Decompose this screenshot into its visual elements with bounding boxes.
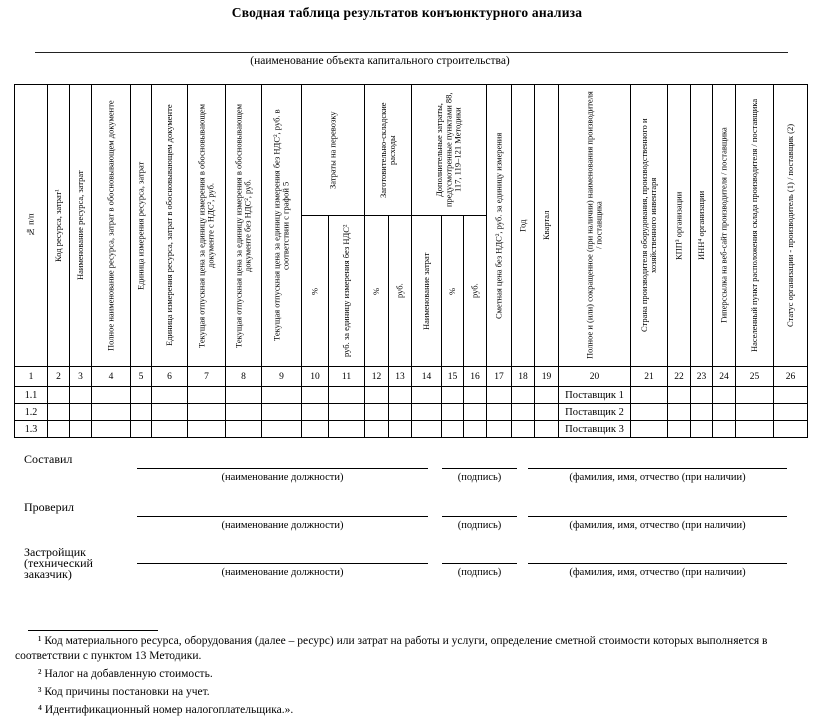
- column-header-13-label: руб.: [394, 283, 405, 299]
- column-header-17: [487, 85, 512, 367]
- column-header-22: [668, 85, 691, 367]
- cell: [668, 404, 691, 421]
- position-signature-line: [137, 516, 428, 531]
- column-header-6-label: Единица измерения ресурса, затрат в обосновывающем документе: [163, 104, 174, 347]
- cell: [262, 387, 302, 404]
- column-header-21-label: Страна производителя оборудования, производственного и хозяйственного инвентаря: [638, 118, 658, 333]
- cell: [691, 421, 713, 438]
- column-number-21: 21: [631, 367, 668, 387]
- cell: [412, 421, 442, 438]
- column-header-23: [691, 85, 713, 367]
- column-header-8-label: Текущая отпускная цена за единицу измерения в обосновывающем документе без НДС², руб.: [233, 103, 253, 348]
- footnote-1: ¹ Код материального ресурса, оборудования (далее – ресурс) или затрат на работы и услуги, определение сметной стоимости которых выполняется в соответствии с пунктом 13 Методики.: [15, 635, 768, 662]
- column-number-2: 2: [48, 367, 70, 387]
- cell: [736, 387, 774, 404]
- cell: [512, 421, 535, 438]
- footnote-4: ⁴ Идентификационный номер налогоплательщика.».: [38, 704, 294, 716]
- column-number-18: 18: [512, 367, 535, 387]
- column-header-23-label: ИНН⁴ организации: [695, 190, 706, 261]
- column-group-3-label: Дополнительные затраты, предусмотренные пунктами 88, 117, 119–121 Методики: [434, 92, 463, 208]
- signature-row-checked: [0, 500, 814, 531]
- position-caption: (наименование должности): [221, 472, 344, 483]
- column-header-9: [262, 85, 302, 367]
- column-number-10: 10: [302, 367, 329, 387]
- cell: [691, 404, 713, 421]
- cell: [92, 387, 131, 404]
- cell: [131, 421, 152, 438]
- cell: [442, 387, 464, 404]
- cell: [713, 387, 736, 404]
- column-number-24: 24: [713, 367, 736, 387]
- column-header-18: [512, 85, 535, 367]
- cell: [464, 387, 487, 404]
- column-header-16-label: руб.: [469, 283, 480, 299]
- cell: [631, 421, 668, 438]
- signature-role-label: Проверил: [24, 500, 74, 514]
- cell: [535, 387, 559, 404]
- cell: [774, 387, 808, 404]
- cell: [188, 387, 226, 404]
- column-header-8: [226, 85, 262, 367]
- cell: [48, 421, 70, 438]
- object-name-caption: (наименование объекта капитального строительства): [250, 55, 510, 67]
- position-signature-line: [137, 468, 428, 483]
- supplier-name: Поставщик 2: [559, 404, 631, 421]
- column-number-20: 20: [559, 367, 631, 387]
- column-header-7-label: Текущая отпускная цена за единицу измерения в обосновывающем документе с НДС², руб.: [196, 103, 216, 348]
- column-number-4: 4: [92, 367, 131, 387]
- supplier-name: Поставщик 1: [559, 387, 631, 404]
- column-header-14-label: Наименование затрат: [420, 252, 431, 330]
- sign-signature-line: [442, 468, 517, 483]
- column-group-2-label: Заготовительно-складские расходы: [377, 102, 397, 198]
- cell: [226, 421, 262, 438]
- column-header-26: [774, 85, 808, 367]
- cell: [668, 387, 691, 404]
- column-header-9-label: Текущая отпускная цена за единицу измерения без НДС², руб. в соответствии с графой 5: [271, 109, 291, 342]
- cell: [631, 404, 668, 421]
- column-header-25: [736, 85, 774, 367]
- column-header-3: [70, 85, 92, 367]
- cell: [389, 404, 412, 421]
- cell: [302, 387, 329, 404]
- cell: [736, 421, 774, 438]
- cell: [464, 421, 487, 438]
- column-number-22: 22: [668, 367, 691, 387]
- row-number: 1.3: [15, 421, 48, 438]
- row-number: 1.2: [15, 404, 48, 421]
- column-header-19: [535, 85, 559, 367]
- cell: [262, 404, 302, 421]
- column-header-20-label: Полное и (или) сокращенное (при наличии) наименования производителя / поставщика: [584, 91, 604, 360]
- page-title: Сводная таблица результатов конъюнктурного анализа: [231, 5, 583, 20]
- column-number-19: 19: [535, 367, 559, 387]
- cell: [464, 404, 487, 421]
- column-header-17-label: Сметная цена без НДС², руб. за единицу измерения: [493, 132, 504, 319]
- column-number-16: 16: [464, 367, 487, 387]
- position-caption: (наименование должности): [221, 520, 344, 531]
- cell: [512, 404, 535, 421]
- column-number-17: 17: [487, 367, 512, 387]
- column-header-18-label: Год: [517, 219, 528, 232]
- cell: [131, 404, 152, 421]
- column-number-7: 7: [188, 367, 226, 387]
- name-signature-line: [528, 516, 787, 531]
- position-signature-line: [137, 563, 428, 578]
- cell: [48, 404, 70, 421]
- column-header-13: [389, 216, 412, 367]
- object-name-line: [35, 52, 788, 53]
- column-header-10-label: %: [309, 287, 320, 295]
- column-header-5-label: Единица измерения ресурса, затрат: [135, 161, 146, 290]
- cell: [92, 421, 131, 438]
- cell: [736, 404, 774, 421]
- column-number-13: 13: [389, 367, 412, 387]
- cell: [774, 421, 808, 438]
- column-header-11: [329, 216, 365, 367]
- table-row: [15, 387, 808, 404]
- cell: [329, 404, 365, 421]
- sign-caption: (подпись): [457, 520, 502, 531]
- column-header-20: [559, 85, 631, 367]
- column-header-4-label: Полное наименование ресурса, затрат в обосновывающем документе: [105, 100, 116, 351]
- column-header-12-label: %: [370, 287, 381, 295]
- cell: [442, 404, 464, 421]
- column-number-11: 11: [329, 367, 365, 387]
- sign-signature-line: [442, 563, 517, 578]
- column-header-24-label: Гиперссылка на веб-сайт производителя / поставщика: [718, 127, 729, 324]
- position-caption: (наименование должности): [221, 567, 344, 578]
- footnote-3: ³ Код причины постановки на учет.: [38, 686, 210, 698]
- cell: [512, 387, 535, 404]
- column-header-14: [412, 216, 442, 367]
- column-header-1: [15, 85, 48, 367]
- analysis-table: [14, 84, 808, 438]
- column-number-14: 14: [412, 367, 442, 387]
- column-header-6: [152, 85, 188, 367]
- column-header-15: [442, 216, 464, 367]
- cell: [412, 404, 442, 421]
- column-number-5: 5: [131, 367, 152, 387]
- column-header-15-label: %: [446, 287, 457, 295]
- footnote-2: ² Налог на добавленную стоимость.: [38, 668, 213, 680]
- cell: [631, 387, 668, 404]
- cell: [389, 387, 412, 404]
- column-header-1-label: № п/п: [25, 213, 36, 238]
- cell: [535, 404, 559, 421]
- column-header-2: [48, 85, 70, 367]
- column-header-24: [713, 85, 736, 367]
- column-number-1: 1: [15, 367, 48, 387]
- cell: [365, 404, 389, 421]
- cell: [302, 421, 329, 438]
- sign-caption: (подпись): [457, 472, 502, 483]
- table-row: [15, 421, 808, 438]
- cell: [487, 404, 512, 421]
- cell: [774, 404, 808, 421]
- name-caption: (фамилия, имя, отчество (при наличии): [569, 567, 746, 578]
- column-number-15: 15: [442, 367, 464, 387]
- column-number-8: 8: [226, 367, 262, 387]
- column-number-12: 12: [365, 367, 389, 387]
- column-number-26: 26: [774, 367, 808, 387]
- cell: [442, 421, 464, 438]
- column-group-1: [302, 85, 365, 216]
- column-header-4: [92, 85, 131, 367]
- column-group-1-label: Затраты на перевозку: [327, 111, 338, 189]
- column-number-23: 23: [691, 367, 713, 387]
- cell: [713, 421, 736, 438]
- column-header-11-label: руб. за единицу измерения без НДС²: [340, 224, 351, 358]
- signature-row-compiled: [0, 452, 814, 483]
- column-number-3: 3: [70, 367, 92, 387]
- cell: [302, 404, 329, 421]
- sign-signature-line: [442, 516, 517, 531]
- cell: [152, 404, 188, 421]
- name-caption: (фамилия, имя, отчество (при наличии): [569, 472, 746, 483]
- column-header-10: [302, 216, 329, 367]
- cell: [412, 387, 442, 404]
- row-number: 1.1: [15, 387, 48, 404]
- cell: [535, 421, 559, 438]
- column-group-3: [412, 85, 487, 216]
- cell: [70, 421, 92, 438]
- name-signature-line: [528, 563, 787, 578]
- column-number-6: 6: [152, 367, 188, 387]
- supplier-name: Поставщик 3: [559, 421, 631, 438]
- footnote-separator: [28, 630, 158, 631]
- cell: [329, 421, 365, 438]
- column-header-16: [464, 216, 487, 367]
- column-header-3-label: Наименование ресурса, затрат: [74, 170, 85, 281]
- name-caption: (фамилия, имя, отчество (при наличии): [569, 520, 746, 531]
- cell: [131, 387, 152, 404]
- column-header-2-label: Код ресурса, затрат¹: [52, 189, 63, 262]
- cell: [329, 387, 365, 404]
- column-group-2: [365, 85, 412, 216]
- column-number-25: 25: [736, 367, 774, 387]
- signature-role-label: Застройщик (технический заказчик): [24, 545, 93, 581]
- column-header-22-label: КПП³ организации: [673, 191, 684, 260]
- cell: [365, 387, 389, 404]
- column-header-5: [131, 85, 152, 367]
- cell: [365, 421, 389, 438]
- footnotes: [15, 630, 777, 721]
- table-row: [15, 404, 808, 421]
- cell: [188, 404, 226, 421]
- cell: [487, 387, 512, 404]
- column-header-21: [631, 85, 668, 367]
- cell: [713, 404, 736, 421]
- cell: [262, 421, 302, 438]
- signature-role-label: Составил: [24, 452, 73, 466]
- cell: [226, 404, 262, 421]
- name-signature-line: [528, 468, 787, 483]
- cell: [389, 421, 412, 438]
- cell: [152, 421, 188, 438]
- column-header-25-label: Населенный пункт расположения склада производителя / поставщика: [748, 98, 759, 353]
- column-header-12: [365, 216, 389, 367]
- cell: [70, 404, 92, 421]
- column-header-19-label: Квартал: [540, 210, 551, 241]
- cell: [70, 387, 92, 404]
- cell: [226, 387, 262, 404]
- header-row-top: [15, 85, 808, 216]
- cell: [487, 421, 512, 438]
- column-number-9: 9: [262, 367, 302, 387]
- cell: [48, 387, 70, 404]
- signature-row-developer: [0, 545, 814, 581]
- cell: [92, 404, 131, 421]
- cell: [152, 387, 188, 404]
- column-header-7: [188, 85, 226, 367]
- cell: [668, 421, 691, 438]
- column-header-26-label: Статус организации - производитель (1) / поставщик (2): [784, 123, 795, 328]
- cell: [188, 421, 226, 438]
- cell: [691, 387, 713, 404]
- sign-caption: (подпись): [457, 567, 502, 578]
- column-number-row: [15, 367, 808, 387]
